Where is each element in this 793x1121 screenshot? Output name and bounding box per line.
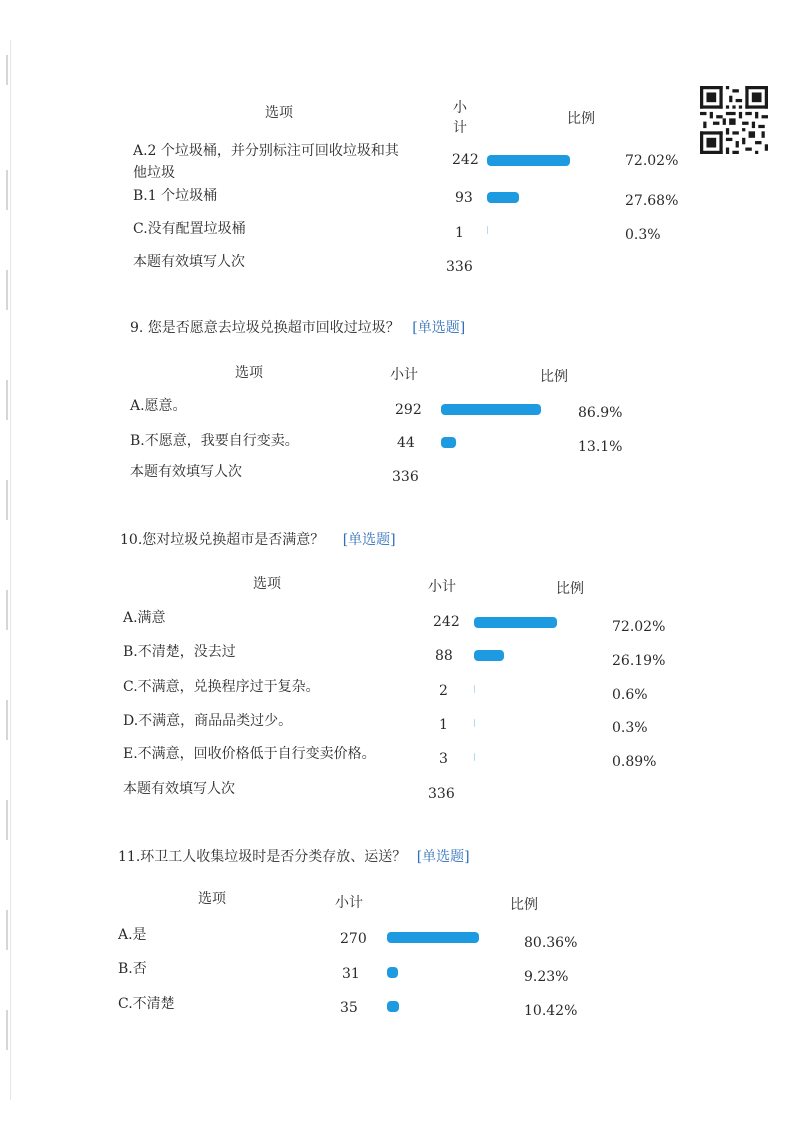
option-count: 2 <box>439 683 448 699</box>
header-count: 小计 <box>335 895 363 911</box>
ratio-bar <box>387 967 398 978</box>
header-count: 小 计 <box>453 100 467 136</box>
option-count: 93 <box>455 190 473 206</box>
ratio-bar <box>487 155 570 166</box>
ratio-percent: 86.9% <box>578 405 623 421</box>
binding-edge-mark <box>6 910 8 950</box>
binding-edge-mark <box>6 55 8 85</box>
total-label: 本题有效填写人次 <box>123 781 235 797</box>
ratio-percent: 0.6% <box>612 687 648 703</box>
ratio-percent: 0.3% <box>625 227 661 243</box>
question-type-tag: [单选题] <box>412 320 466 336</box>
total-label: 本题有效填写人次 <box>130 464 242 480</box>
header-count: 小计 <box>428 579 456 595</box>
option-label: C.没有配置垃圾桶 <box>133 221 246 237</box>
ratio-bar <box>441 404 541 415</box>
question-text: 11.环卫工人收集垃圾时是否分类存放、运送？ <box>118 849 407 865</box>
header-option: 选项 <box>235 365 263 381</box>
ratio-percent: 9.23% <box>524 969 569 985</box>
question-title <box>118 848 470 866</box>
header-option: 选项 <box>198 891 226 907</box>
total-count: 336 <box>446 259 473 275</box>
total-label: 本题有效填写人次 <box>133 254 245 270</box>
option-label: E.不满意，回收价格低于自行变卖价格。 <box>123 746 376 762</box>
question-title <box>120 531 396 549</box>
option-count: 44 <box>397 435 415 451</box>
binding-edge-mark <box>6 800 8 840</box>
option-label: C.不清楚 <box>118 996 175 1012</box>
option-count: 31 <box>342 966 360 982</box>
ratio-bar <box>474 617 557 628</box>
ratio-percent: 27.68% <box>625 193 679 209</box>
ratio-bar <box>387 932 479 943</box>
ratio-percent: 26.19% <box>612 653 666 669</box>
ratio-bar <box>487 226 488 234</box>
question-type-tag: [单选题] <box>342 532 396 548</box>
option-label: B.不愿意，我要自行变卖。 <box>130 433 299 449</box>
binding-edge-mark <box>6 270 8 310</box>
option-count: 3 <box>439 751 448 767</box>
ratio-bar <box>487 192 519 203</box>
option-label: D.不满意，商品品类过少。 <box>123 713 293 729</box>
total-count: 336 <box>392 469 419 485</box>
header-ratio: 比例 <box>510 897 538 913</box>
question-type-tag: [单选题] <box>416 849 470 865</box>
question-text: 10.您对垃圾兑换超市是否满意？ <box>120 532 325 548</box>
binding-edge-mark <box>6 700 8 740</box>
option-count: 292 <box>395 402 422 418</box>
option-label: A.满意 <box>123 610 166 626</box>
header-ratio: 比例 <box>567 111 595 127</box>
header-ratio: 比例 <box>540 369 568 385</box>
question-title <box>130 319 465 337</box>
option-count: 88 <box>435 648 453 664</box>
ratio-bar <box>474 685 475 693</box>
option-count: 242 <box>433 614 460 630</box>
ratio-percent: 72.02% <box>612 619 666 635</box>
option-label: A.2 个垃圾桶，并分别标注可回收垃圾和其 他垃圾 <box>133 143 399 181</box>
ratio-percent: 13.1% <box>578 439 623 455</box>
binding-edge-mark <box>6 480 8 520</box>
header-option: 选项 <box>253 576 281 592</box>
binding-edge-mark <box>6 170 8 210</box>
option-count: 35 <box>340 1000 358 1016</box>
option-label: A.是 <box>118 927 147 943</box>
ratio-bar <box>474 753 475 761</box>
option-label: B.1 个垃圾桶 <box>133 188 218 204</box>
header-option: 选项 <box>265 105 293 121</box>
option-count: 1 <box>439 717 448 733</box>
option-count: 242 <box>452 152 479 168</box>
option-label: B.否 <box>118 961 147 977</box>
qr-code-icon <box>700 86 768 154</box>
ratio-bar <box>474 719 475 727</box>
question-text: 9. 您是否愿意去垃圾兑换超市回收过垃圾？ <box>130 320 400 336</box>
ratio-bar <box>474 650 504 661</box>
binding-edge-line <box>10 40 11 1100</box>
total-count: 336 <box>428 786 455 802</box>
ratio-bar <box>441 437 456 448</box>
ratio-percent: 72.02% <box>625 153 679 169</box>
option-count: 270 <box>340 931 367 947</box>
ratio-percent: 0.89% <box>612 754 657 770</box>
ratio-percent: 10.42% <box>524 1003 578 1019</box>
ratio-percent: 0.3% <box>612 720 648 736</box>
binding-edge-mark <box>6 1010 8 1050</box>
binding-edge-mark <box>6 380 8 420</box>
ratio-bar <box>387 1001 399 1012</box>
option-label: B.不清楚，没去过 <box>123 644 236 660</box>
binding-edge-mark <box>6 590 8 630</box>
header-count: 小计 <box>390 367 418 383</box>
option-label: C.不满意，兑换程序过于复杂。 <box>123 679 320 695</box>
option-label: A.愿意。 <box>130 398 187 414</box>
ratio-percent: 80.36% <box>524 935 578 951</box>
option-count: 1 <box>455 225 464 241</box>
header-ratio: 比例 <box>556 581 584 597</box>
